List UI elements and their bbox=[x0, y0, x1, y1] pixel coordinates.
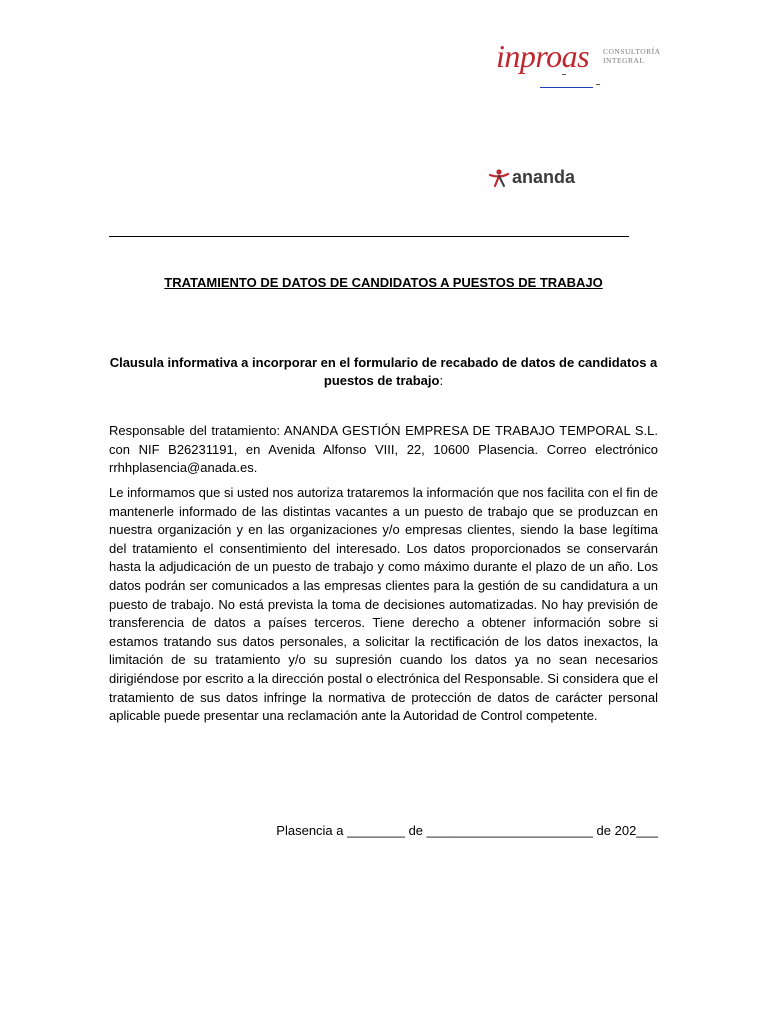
responsible-paragraph: Responsable del tratamiento: ANANDA GESTIÓN EMPRESA DE TRABAJO TEMPORAL S.L. con NIF B26231191, en Avenida Alfonso VIII, 22, 10600 Plasencia. Correo electrónico rrhhplasencia@anada.es. bbox=[109, 423, 658, 476]
subtitle-text: Clausula informativa a incorporar en el formulario de recabado de datos de candidatos a puestos de trabajo bbox=[109, 355, 658, 388]
inproas-tagline-line1: CONSULTORÍA bbox=[603, 47, 661, 56]
document-subtitle bbox=[109, 354, 658, 390]
information-paragraph: Le informamos que si usted nos autoriza trataremos la información que nos facilita con el fin de mantenerle informado de las distintas vacantes a un puesto de trabajo que se produzcan en nuestra organización y en las organizaciones y/o empresas clientes, siendo la base legítima del tratamiento el consentimiento del interesado. Los datos proporcionados se conservarán hasta la adjudicación de un puesto de trabajo y como máximo durante el plazo de un año. Los datos podrán ser comunicados a las empresas clientes para la gestión de su candidatura a un puesto de trabajo. No está prevista la toma de decisiones automatizadas. No hay previsión de transferencia de datos a países terceros. Tiene derecho a obtener información sobre si estamos tratando sus datos personales, a solicitar la rectificación de los datos inexactos, la limitación de su tratamiento y/o su supresión cuando los datos ya no sean necesarios dirigiéndose por escrito a la dirección postal o electrónica del Responsable. Si considera que el tratamiento de sus datos infringe la normativa de protección de datos de carácter personal aplicable puede presentar una reclamación ante la Autoridad de Control competente. bbox=[109, 485, 658, 724]
inproas-logo-tagline bbox=[603, 47, 661, 65]
subtitle-colon: : bbox=[439, 373, 444, 388]
header-divider bbox=[109, 236, 629, 237]
logo-dash bbox=[596, 84, 600, 85]
logo-dash bbox=[562, 74, 566, 75]
logo-link-underline bbox=[540, 87, 593, 88]
inproas-logo-wordmark: inproas bbox=[496, 38, 590, 74]
ananda-figure-icon bbox=[488, 168, 510, 188]
ananda-logo-wordmark: ananda bbox=[512, 167, 576, 187]
document-title: TRATAMIENTO DE DATOS DE CANDIDATOS A PUESTOS DE TRABAJO bbox=[164, 275, 603, 290]
signature-date-line: Plasencia a ________ de _______________________ de 202___ bbox=[276, 823, 658, 838]
inproas-tagline-line2: INTEGRAL bbox=[603, 56, 645, 65]
